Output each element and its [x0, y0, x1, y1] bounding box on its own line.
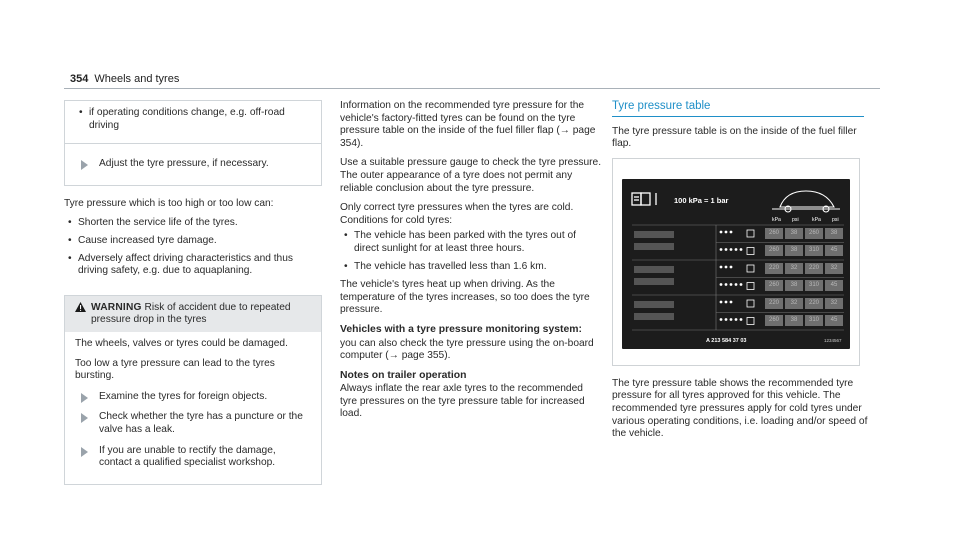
tyre-size-block: [634, 301, 674, 308]
load-icon: [720, 247, 754, 254]
subheading: Vehicles with a tyre pressure monitoring system:: [340, 323, 582, 335]
arrow-icon: [81, 447, 88, 457]
list-item: • if operating conditions change, e.g. off-road driving: [75, 107, 311, 132]
step-box: [64, 144, 322, 186]
page-header: [70, 73, 179, 85]
warning-label: WARNING: [91, 301, 142, 313]
pressure-value-cell: 220: [765, 298, 783, 309]
list-item: • Adversely affect driving characteristics and thus driving safety, e.g. due to aquaplaning.: [64, 253, 322, 278]
action-step: Check whether the tyre has a puncture or the valve has a leak.: [75, 411, 311, 436]
pressure-value-cell: 260: [765, 280, 783, 291]
action-step: Examine the tyres for foreign objects.: [75, 391, 311, 404]
paragraph: The tyre pressure table is on the inside of the fuel filler flap.: [612, 125, 857, 150]
list-item: • The vehicle has travelled less than 1.6 km.: [340, 261, 602, 274]
pressure-value-cell: 220: [805, 263, 823, 274]
car-icon: [772, 191, 840, 212]
arrow-icon: [81, 160, 88, 170]
pressure-value-cell: 310: [805, 280, 823, 291]
pressure-value-cell: 32: [825, 263, 843, 274]
paragraph: Only correct tyre pressures when the tyres are cold. Conditions for cold tyres:: [340, 202, 574, 226]
pressure-value-cell: 220: [805, 298, 823, 309]
tyre-size-block: [634, 243, 674, 250]
warning-text: Too low a tyre pressure can lead to the tyres bursting.: [75, 357, 275, 382]
tyre-pressure-label-figure: [612, 158, 860, 366]
chapter-title: Wheels and tyres: [94, 73, 180, 85]
load-icon: [720, 282, 754, 289]
pressure-value-cell: 220: [765, 263, 783, 274]
warning-title: Risk of accident due to repeated pressure drop in the tyres: [91, 301, 291, 326]
pressure-value-cell: 260: [765, 228, 783, 239]
pressure-value-cell: 45: [825, 280, 843, 291]
pressure-value-cell: 38: [825, 228, 843, 239]
load-icon: [720, 317, 754, 324]
pressure-value-cell: 38: [785, 228, 803, 239]
list-item: • The vehicle has been parked with the tyres out of direct sunlight for at least three hours.: [340, 230, 602, 255]
warning-header: [65, 296, 321, 332]
action-step: If you are unable to rectify the damage, contact a qualified specialist workshop.: [75, 445, 311, 470]
pressure-value-cell: 310: [805, 245, 823, 256]
tyre-pressure-label: [622, 179, 850, 349]
tyre-size-block: [634, 313, 674, 320]
pressure-value-cell: 38: [785, 280, 803, 291]
arrow-icon: [81, 393, 88, 403]
tyre-size-block: [634, 266, 674, 273]
pressure-value-cell: 260: [765, 245, 783, 256]
tyre-size-block: [634, 278, 674, 285]
page-number: 354: [70, 73, 89, 85]
paragraph: The tyre pressure table shows the recommended tyre pressure for all tyres approved for this vehicle. The recommended tyre pressures apply for cold tyres under various operating conditions, i.e. loading and/or speed of the vehicle.: [612, 377, 868, 440]
list-item: • Cause increased tyre damage.: [64, 235, 322, 248]
paragraph: The vehicle's tyres heat up when driving. As the temperature of the tyres increases, so too does the tyre pressure.: [340, 279, 590, 316]
load-icon: [720, 230, 754, 237]
pressure-value-cell: 260: [805, 228, 823, 239]
pressure-value-cell: 260: [765, 315, 783, 326]
label-code: 1234567: [824, 337, 842, 343]
warning-box: [64, 295, 322, 485]
warning-triangle-icon: [75, 302, 86, 317]
pressure-value-cell: 45: [825, 245, 843, 256]
unit-label: kPa: [812, 216, 821, 223]
load-icon: [720, 265, 754, 272]
unit-label: psi: [832, 216, 839, 223]
paragraph: Always inflate the rear axle tyres to the recommended tyre pressures on the tyre pressure table for increased load.: [340, 383, 585, 420]
paragraph: you can also check the tyre pressure using the on-board computer (→ page 355).: [340, 337, 594, 362]
column-left: [64, 100, 322, 485]
pressure-value-cell: 45: [825, 315, 843, 326]
load-icon: [720, 300, 754, 307]
subheading: Notes on trailer operation: [340, 369, 467, 381]
paragraph: Information on the recommended tyre pressure for the vehicle's factory-fitted tyres can be found on the tyre pressure table on the inside of the fuel filler flap (→ page 354).: [340, 100, 596, 149]
warning-text: The wheels, valves or tyres could be damaged.: [75, 337, 288, 349]
warning-body: [65, 332, 321, 484]
conversion-text: 100 kPa = 1 bar: [674, 195, 729, 205]
unit-row: [622, 214, 850, 224]
list-item: • Shorten the service life of the tyres.: [64, 217, 322, 230]
part-number: A 213 584 37 03: [706, 337, 747, 344]
manual-icon: [632, 193, 656, 205]
pressure-value-cell: 32: [785, 298, 803, 309]
unit-label: kPa: [772, 216, 781, 223]
action-step: Adjust the tyre pressure, if necessary.: [75, 158, 311, 171]
pressure-value-cell: 32: [825, 298, 843, 309]
intro-text: Tyre pressure which is too high or too low can:: [64, 197, 274, 209]
column-right: [612, 100, 870, 448]
pressure-value-cell: 310: [805, 315, 823, 326]
tyre-size-block: [634, 231, 674, 238]
section-title: Tyre pressure table: [612, 100, 864, 117]
paragraph: Use a suitable pressure gauge to check the tyre pressure. The outer appearance of a tyre does not permit any reliable conclusion about the tyre pressure.: [340, 157, 602, 194]
pressure-value-cell: 38: [785, 245, 803, 256]
pressure-value-cell: 32: [785, 263, 803, 274]
unit-label: psi: [792, 216, 799, 223]
column-middle: [340, 100, 602, 428]
arrow-icon: [81, 413, 88, 423]
condition-box: [64, 100, 322, 144]
pressure-value-cell: 38: [785, 315, 803, 326]
header-divider: [64, 88, 880, 89]
